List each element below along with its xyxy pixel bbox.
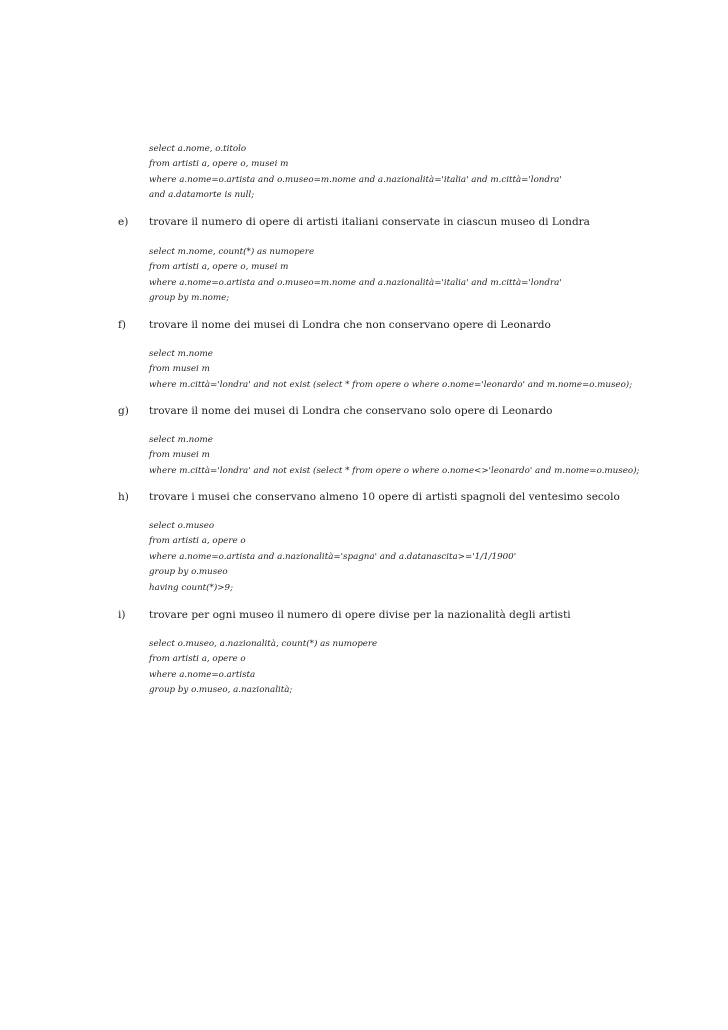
exercise-question: trovare il nome dei musei di Londra che conservano solo opere di Leonardo [149,405,553,417]
sql-query [149,347,632,393]
sql-line: select o.museo, a.nazionalità, count(*) as numopere [149,639,378,649]
sql-line: from artisti a, opere o [149,536,246,547]
exercise-question: trovare il nome dei musei di Londra che non conservano opere di Leonardo [149,319,551,331]
sql-query [149,245,562,307]
sql-line: group by o.museo, a.nazionalità; [149,685,293,696]
sql-line: where a.nome=o.artista and a.nazionalità='spagna' and a.datanascita>='1/1/1900' [149,551,517,562]
sql-line: from artisti a, opere o [149,654,246,665]
exercise-label: h) [118,491,129,503]
sql-line: and a.datamorte is null; [149,190,255,201]
exercise-question: trovare il numero di opere di artisti italiani conservate in ciascun museo di Londra [149,216,590,228]
sql-query [149,637,377,699]
sql-line: having count(*)>9; [149,582,234,593]
sql-line: group by o.museo [149,567,228,578]
sql-line: from musei m [149,450,210,461]
sql-line: where m.città='londra' and not exist (select * from opere o where o.nome='leonardo' and m.nome=o.museo); [149,379,633,390]
exercise-label: i) [118,609,126,621]
sql-line: where a.nome=o.artista and o.museo=m.nome and a.nazionalità='italia' and m.città='londra' [149,277,562,288]
exercise-label: f) [118,319,126,331]
exercise-question: trovare i musei che conservano almeno 10 opere di artisti spagnoli del ventesimo secolo [149,491,620,503]
sql-query [149,519,516,596]
exercise-label: e) [118,216,129,228]
sql-line: from musei m [149,364,210,375]
sql-line: where a.nome=o.artista [149,669,256,680]
exercise-label: g) [118,405,129,417]
exercise-question: trovare per ogni museo il numero di opere divise per la nazionalità degli artisti [149,609,571,621]
sql-line: select m.nome [149,435,213,445]
sql-line: select o.museo [149,521,215,531]
sql-line: where a.nome=o.artista and o.museo=m.nome and a.nazionalità='italia' and m.città='londra' [149,174,562,185]
sql-line: select m.nome, count(*) as numopere [149,247,315,257]
sql-line: where m.città='londra' and not exist (select * from opere o where o.nome<>'leonardo' and m.nome=o.museo); [149,465,640,476]
sql-query [149,433,639,479]
sql-line: select m.nome [149,349,213,359]
sql-query-continued [149,142,562,204]
sql-line: select a.nome, o.titolo [149,144,247,154]
sql-line: from artisti a, opere o, musei m [149,159,289,170]
sql-line: from artisti a, opere o, musei m [149,262,289,273]
sql-line: group by m.nome; [149,293,230,304]
